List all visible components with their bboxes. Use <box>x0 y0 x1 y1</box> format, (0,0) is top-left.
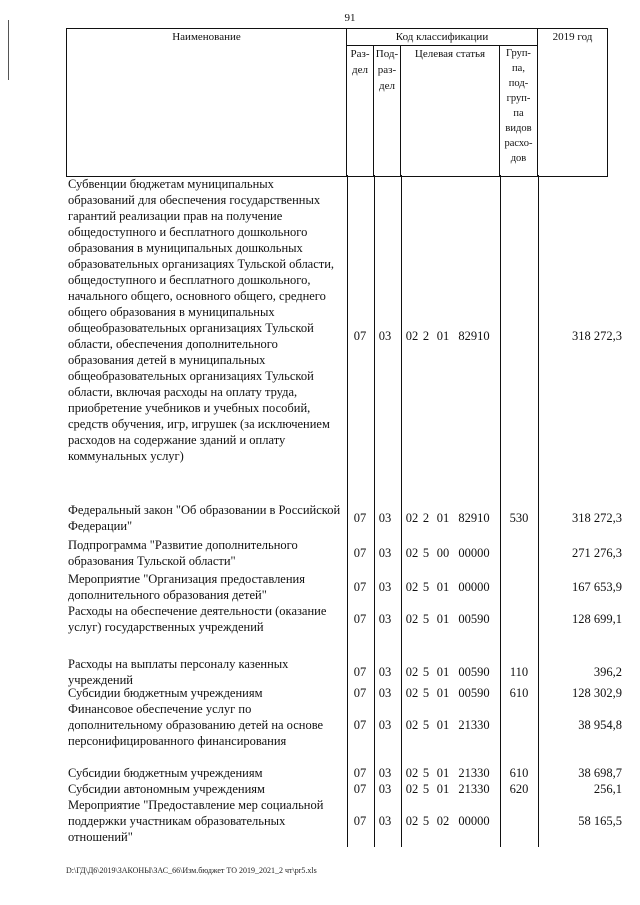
code-podrazdel: 03 <box>378 718 392 732</box>
row-name: Расходы на обеспечение деятельности (оказание услуг) государственных учреждений <box>68 604 327 634</box>
row-amount: 58 165,5 <box>578 814 622 828</box>
code-c2: 5 <box>422 612 430 626</box>
code-c2: 2 <box>422 329 430 343</box>
header-podrazdel: Под- раз- дел <box>374 46 401 177</box>
code-c1: 02 <box>405 546 419 560</box>
code-c3: 01 <box>436 612 450 626</box>
table-row <box>66 701 626 749</box>
code-c2: 5 <box>422 814 430 828</box>
code-c3: 02 <box>436 814 450 828</box>
code-podrazdel: 03 <box>378 665 392 679</box>
code-razdel: 07 <box>353 766 367 780</box>
table-row <box>66 781 626 797</box>
row-amount: 128 302,9 <box>572 686 622 700</box>
row-name: Мероприятие "Организация предоставления дополнительного образования детей" <box>68 572 305 602</box>
row-amount: 38 954,8 <box>578 718 622 732</box>
code-podrazdel: 03 <box>378 546 392 560</box>
page-number: 91 <box>344 12 356 24</box>
code-c1: 02 <box>405 718 419 732</box>
file-path-footer: D:\ГД\Д6\2019\ЗАКОНЫ\ЗАС_66\Изм.бюджет ТО 2019_2021_2 чт\pr5.xls <box>66 866 317 875</box>
code-c4: 00590 <box>458 686 490 700</box>
row-name: Субсидии автономным учреждениям <box>68 782 265 796</box>
header-name: Наименование <box>67 29 347 177</box>
row-name: Расходы на выплаты персоналу казенных учреждений <box>68 657 289 687</box>
code-c4: 00000 <box>458 814 490 828</box>
table-row <box>66 797 626 845</box>
row-name: Финансовое обеспечение услуг по дополнительному образованию детей на основе персонифицированного финансирования <box>68 702 324 748</box>
table-row <box>66 685 626 701</box>
code-c3: 01 <box>436 665 450 679</box>
code-c3: 01 <box>436 511 450 525</box>
code-podrazdel: 03 <box>378 766 392 780</box>
code-c4: 21330 <box>458 782 490 796</box>
table-row <box>66 571 626 603</box>
code-c4: 00590 <box>458 665 490 679</box>
code-c4: 00590 <box>458 612 490 626</box>
code-c1: 02 <box>405 782 419 796</box>
code-c4: 00000 <box>458 580 490 594</box>
row-amount: 256,1 <box>593 782 622 796</box>
code-c1: 02 <box>405 612 419 626</box>
table-row <box>66 502 626 534</box>
code-podrazdel: 03 <box>378 686 392 700</box>
header-gruppa: Груп- па, под- груп- па видов расхо- дов <box>500 46 538 177</box>
table-row <box>66 603 626 635</box>
code-podrazdel: 03 <box>378 814 392 828</box>
row-amount: 396,2 <box>593 665 622 679</box>
code-gruppa: 610 <box>509 766 529 780</box>
header-razdel: Раз- дел <box>347 46 374 177</box>
code-c3: 01 <box>436 686 450 700</box>
row-name: Субвенции бюджетам муниципальных образований для обеспечения государственных гарантий реализации прав на получение общедоступного и бесплатного дошкольного образования в муниципальных дошкольных образовательных организациях Тульской области, общедоступного и бесплатного дошкольного, начального общего, основного общего, среднего общего образования в муниципальных общеобразовательных организациях Тульской области, обеспечения дополнительного образования детей в муниципальных общеобразовательных организациях Тульской области, включая расходы на оплату труда, приобретение учебников и учебных пособий, средств обучения, игр, игрушек (за исключением расходов на содержание зданий и оплату коммунальных услуг) <box>68 177 335 463</box>
code-c2: 5 <box>422 718 430 732</box>
code-c4: 21330 <box>458 718 490 732</box>
code-c3: 01 <box>436 580 450 594</box>
table-row <box>66 656 626 688</box>
row-amount: 318 272,3 <box>572 511 622 525</box>
code-c3: 01 <box>436 766 450 780</box>
code-c2: 5 <box>422 782 430 796</box>
code-c2: 5 <box>422 686 430 700</box>
code-c1: 02 <box>405 665 419 679</box>
row-amount: 167 653,9 <box>572 580 622 594</box>
code-razdel: 07 <box>353 686 367 700</box>
header-year: 2019 год <box>538 29 608 177</box>
code-gruppa: 610 <box>509 686 529 700</box>
code-razdel: 07 <box>353 580 367 594</box>
code-c1: 02 <box>405 814 419 828</box>
code-c1: 02 <box>405 580 419 594</box>
table-row <box>66 537 626 569</box>
code-c3: 01 <box>436 782 450 796</box>
row-amount: 38 698,7 <box>578 766 622 780</box>
code-c1: 02 <box>405 329 419 343</box>
code-c1: 02 <box>405 686 419 700</box>
code-c4: 82910 <box>458 329 490 343</box>
code-c2: 5 <box>422 665 430 679</box>
code-c2: 2 <box>422 511 430 525</box>
table-row <box>66 176 626 480</box>
code-podrazdel: 03 <box>378 782 392 796</box>
code-podrazdel: 03 <box>378 511 392 525</box>
code-c2: 5 <box>422 766 430 780</box>
code-c4: 82910 <box>458 511 490 525</box>
code-gruppa: 530 <box>509 511 529 525</box>
code-gruppa: 110 <box>509 665 529 679</box>
row-amount: 271 276,3 <box>572 546 622 560</box>
code-podrazdel: 03 <box>378 329 392 343</box>
row-amount: 318 272,3 <box>572 329 622 343</box>
header-celevaya: Целевая статья <box>401 46 500 177</box>
code-razdel: 07 <box>353 718 367 732</box>
row-name: Субсидии бюджетным учреждениям <box>68 686 263 700</box>
code-c2: 5 <box>422 546 430 560</box>
header-code: Код классификации <box>347 29 538 46</box>
row-name: Подпрограмма "Развитие дополнительного образования Тульской области" <box>68 538 298 568</box>
margin-mark <box>8 20 9 80</box>
row-amount: 128 699,1 <box>572 612 622 626</box>
table-row <box>66 765 626 781</box>
code-c1: 02 <box>405 511 419 525</box>
table-header <box>66 28 608 177</box>
code-razdel: 07 <box>353 546 367 560</box>
code-c3: 01 <box>436 329 450 343</box>
code-razdel: 07 <box>353 782 367 796</box>
code-razdel: 07 <box>353 511 367 525</box>
code-c3: 00 <box>436 546 450 560</box>
code-razdel: 07 <box>353 814 367 828</box>
code-c4: 21330 <box>458 766 490 780</box>
code-c2: 5 <box>422 580 430 594</box>
row-name: Федеральный закон "Об образовании в Российской Федерации" <box>68 503 341 533</box>
code-razdel: 07 <box>353 612 367 626</box>
code-podrazdel: 03 <box>378 580 392 594</box>
code-c1: 02 <box>405 766 419 780</box>
code-razdel: 07 <box>353 665 367 679</box>
row-name: Субсидии бюджетным учреждениям <box>68 766 263 780</box>
code-gruppa: 620 <box>509 782 529 796</box>
row-name: Мероприятие "Предоставление мер социальной поддержки участникам образовательных отношений" <box>68 798 324 844</box>
code-c4: 00000 <box>458 546 490 560</box>
code-razdel: 07 <box>353 329 367 343</box>
code-c3: 01 <box>436 718 450 732</box>
code-podrazdel: 03 <box>378 612 392 626</box>
